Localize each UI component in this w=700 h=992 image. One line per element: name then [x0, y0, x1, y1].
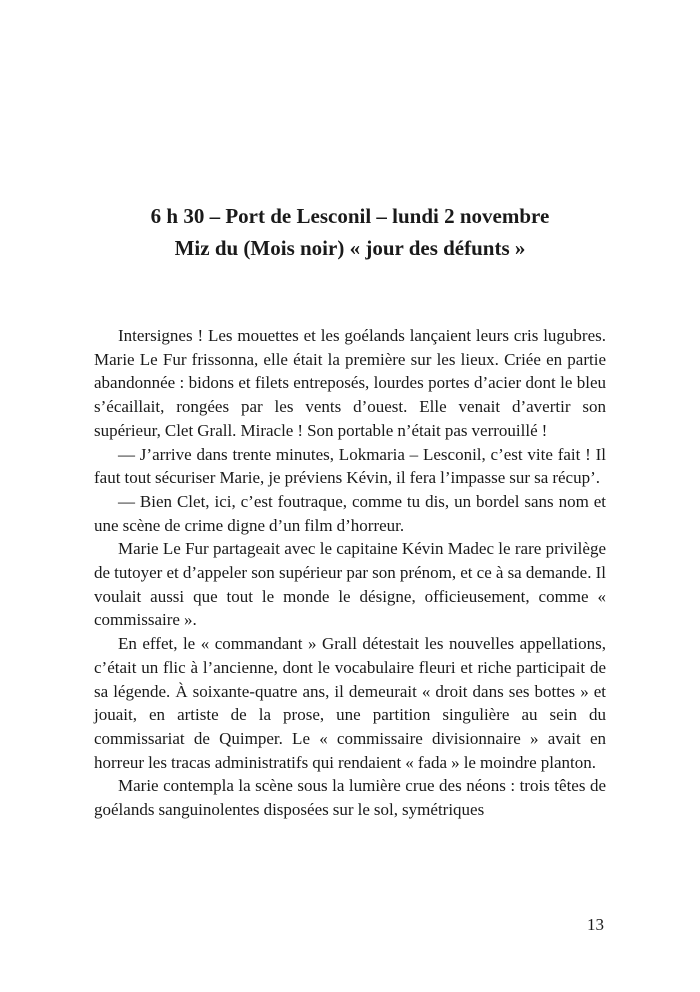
paragraph: Intersignes ! Les mouettes et les goélands lançaient leurs cris lugubres. Marie Le Fur frissonna, elle était la première sur les lieux. Criée en partie abandonnée : bidons et filets entreposés, lourdes portes d’acier dont le bleu s’écaillait, rongées par les vents d’ouest. Elle venait d’avertir son supérieur, Clet Grall. Miracle ! Son portable n’était pas verrouillé ! [94, 326, 606, 440]
paragraph: — Bien Clet, ici, c’est foutraque, comme tu dis, un bordel sans nom et une scène de crime digne d’un film d’horreur. [94, 491, 606, 535]
chapter-heading [100, 200, 600, 264]
page-number: 13 [587, 915, 604, 934]
paragraph: Marie contempla la scène sous la lumière crue des néons : trois têtes de goélands sanguinolentes disposées sur le sol, symétriques [94, 776, 606, 820]
body-text [94, 324, 606, 822]
paragraph: Marie Le Fur partageait avec le capitaine Kévin Madec le rare privilège de tutoyer et d’appeler son supérieur par son prénom, et ce à sa demande. Il voulait aussi que tout le monde le désigne, officieusement, comme « commissaire ». [94, 539, 606, 630]
heading-line-subtitle: Miz du (Mois noir) « jour des défunts » [174, 236, 526, 260]
paragraph: — J’arrive dans trente minutes, Lokmaria – Lesconil, c’est vite fait ! Il faut tout sécuriser Marie, je préviens Kévin, il fera l’impasse sur sa récup’. [94, 444, 606, 488]
heading-line-time-place: 6 h 30 – Port de Lesconil – lundi 2 novembre [150, 204, 550, 228]
paragraph: En effet, le « commandant » Grall détestait les nouvelles appellations, c’était un flic à l’ancienne, dont le vocabulaire fleuri et riche participait de sa légende. À soixante-quatre ans, il demeurait « droit dans ses bottes » et jouait, en artiste de la prose, une partition singulière au sein du commissariat de Quimper. Le « commissaire divisionnaire » avait en horreur les tracas administratifs qui rendaient « fada » le moindre planton. [94, 634, 606, 772]
